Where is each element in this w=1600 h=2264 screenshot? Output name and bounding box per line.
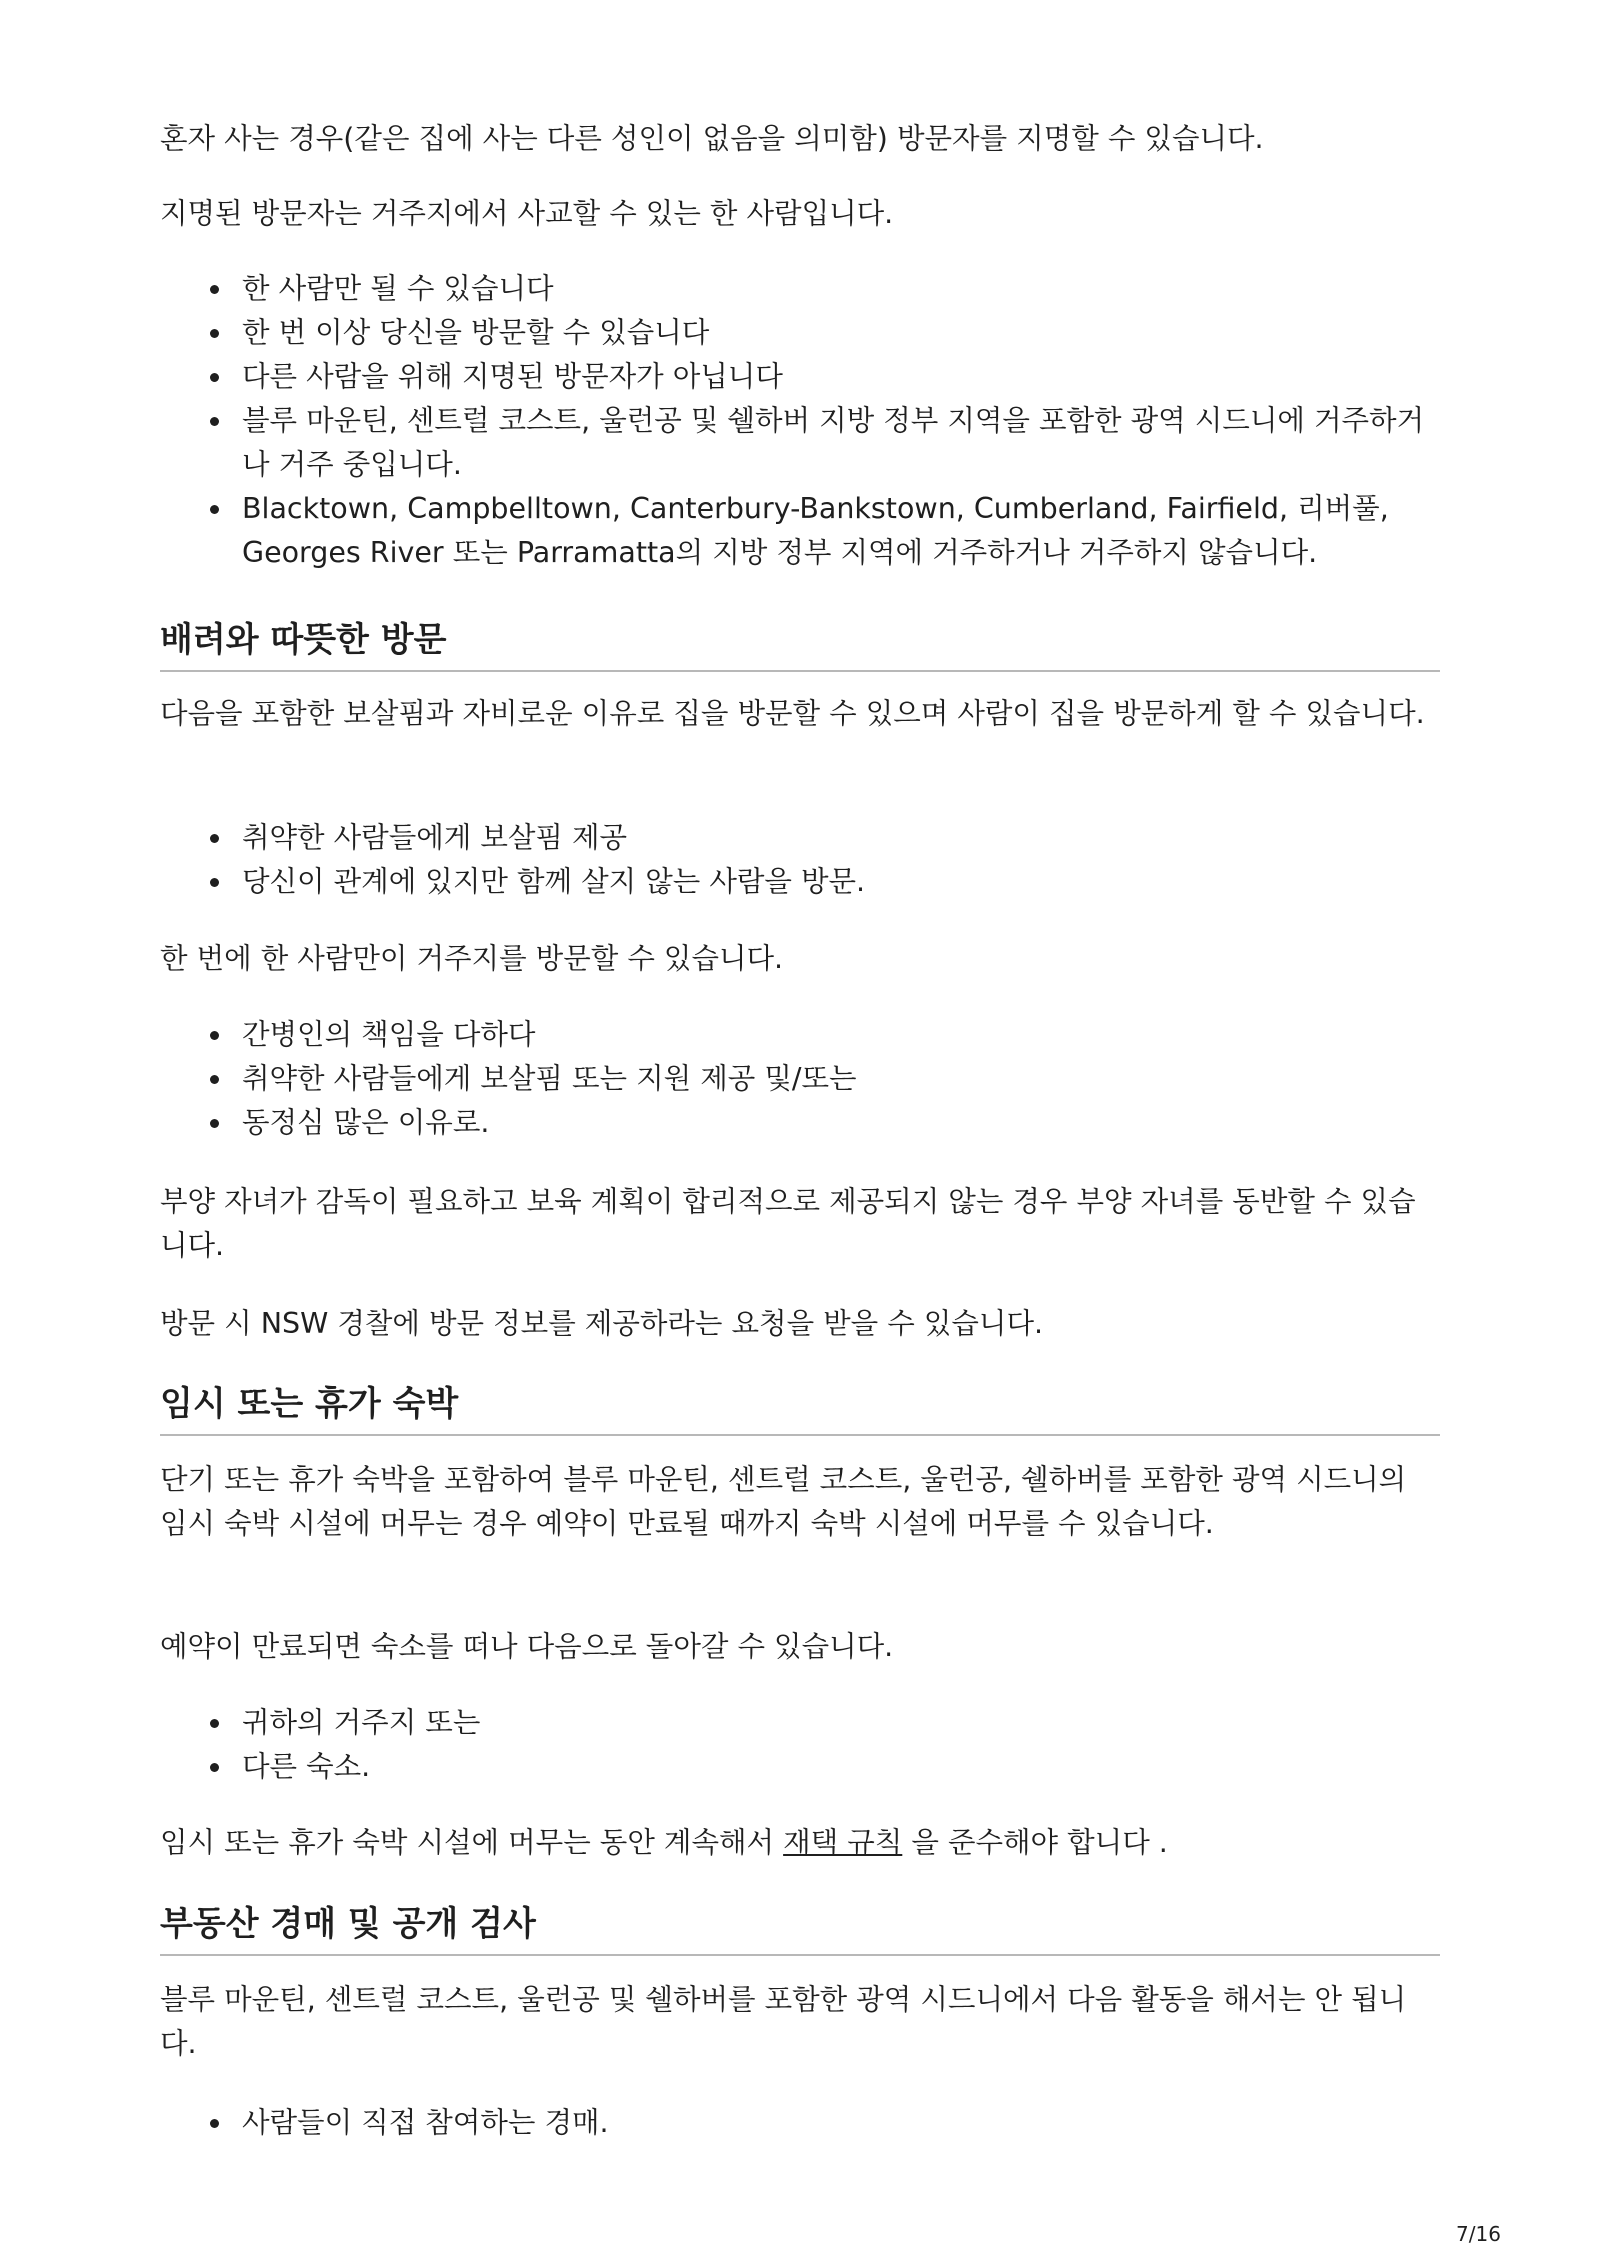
section-heading: 배려와 따뜻한 방문 bbox=[160, 616, 1440, 672]
list-item: Blacktown, Campbelltown, Canterbury-Bankstown, Cumberland, Fairfield, 리버풀, Georges River 또는 Parramatta의 지방 정부 지역에 거주하거나 거주하지 않습니다. bbox=[160, 487, 1440, 575]
paragraph-text: 임시 또는 휴가 숙박 시설에 머무는 동안 계속해서 bbox=[160, 1826, 784, 1859]
paragraph: 지명된 방문자는 거주지에서 사교할 수 있는 한 사람입니다. bbox=[160, 197, 894, 230]
list-item: 한 번 이상 당신을 방문할 수 있습니다 bbox=[160, 311, 1440, 355]
bullet-list bbox=[160, 816, 1440, 904]
section-heading: 부동산 경매 및 공개 검사 bbox=[160, 1900, 1440, 1956]
list-item: 취약한 사람들에게 보살핌 제공 bbox=[160, 816, 1440, 860]
stay-at-home-rules-link[interactable]: 재택 규칙 bbox=[783, 1826, 903, 1859]
list-item: 다른 숙소. bbox=[160, 1745, 1440, 1789]
paragraph: 방문 시 NSW 경찰에 방문 정보를 제공하라는 요청을 받을 수 있습니다. bbox=[160, 1307, 1044, 1340]
bullet-list bbox=[160, 2101, 1440, 2145]
list-item: 한 사람만 될 수 있습니다 bbox=[160, 267, 1440, 311]
page-number: 7/16 bbox=[1456, 2222, 1501, 2246]
bullet-list bbox=[160, 267, 1440, 575]
paragraph: 다음을 포함한 보살핌과 자비로운 이유로 집을 방문할 수 있으며 사람이 집을 방문하게 할 수 있습니다. bbox=[160, 697, 1425, 730]
paragraph-text: 을 준수해야 합니다 . bbox=[902, 1826, 1168, 1859]
paragraph: 단기 또는 휴가 숙박을 포함하여 블루 마운틴, 센트럴 코스트, 울런공, 쉘하버를 포함한 광역 시드니의 임시 숙박 시설에 머무는 경우 예약이 만료될 때까지 숙박 시설에 머무를 수 있습니다. bbox=[160, 1463, 1407, 1540]
bullet-list bbox=[160, 1701, 1440, 1789]
paragraph: 블루 마운틴, 센트럴 코스트, 울런공 및 쉘하버를 포함한 광역 시드니에서 다음 활동을 해서는 안 됩니다. bbox=[160, 1983, 1407, 2060]
list-item: 취약한 사람들에게 보살핌 또는 지원 제공 및/또는 bbox=[160, 1057, 1440, 1101]
list-item: 사람들이 직접 참여하는 경매. bbox=[160, 2101, 1440, 2145]
paragraph bbox=[160, 1821, 1440, 1865]
list-item: 동정심 많은 이유로. bbox=[160, 1101, 1440, 1145]
list-item: 다른 사람을 위해 지명된 방문자가 아닙니다 bbox=[160, 355, 1440, 399]
bullet-list bbox=[160, 1013, 1440, 1145]
paragraph: 혼자 사는 경우(같은 집에 사는 다른 성인이 없음을 의미함) 방문자를 지명할 수 있습니다. bbox=[160, 122, 1264, 155]
section-heading: 임시 또는 휴가 숙박 bbox=[160, 1380, 1440, 1436]
list-item: 간병인의 책임을 다하다 bbox=[160, 1013, 1440, 1057]
paragraph: 예약이 만료되면 숙소를 떠나 다음으로 돌아갈 수 있습니다. bbox=[160, 1630, 894, 1663]
paragraph: 한 번에 한 사람만이 거주지를 방문할 수 있습니다. bbox=[160, 942, 784, 975]
list-item: 귀하의 거주지 또는 bbox=[160, 1701, 1440, 1745]
paragraph: 부양 자녀가 감독이 필요하고 보육 계획이 합리적으로 제공되지 않는 경우 부양 자녀를 동반할 수 있습니다. bbox=[160, 1185, 1416, 1262]
list-item: 당신이 관계에 있지만 함께 살지 않는 사람을 방문. bbox=[160, 860, 1440, 904]
list-item: 블루 마운틴, 센트럴 코스트, 울런공 및 쉘하버 지방 정부 지역을 포함한 광역 시드니에 거주하거나 거주 중입니다. bbox=[160, 399, 1440, 487]
